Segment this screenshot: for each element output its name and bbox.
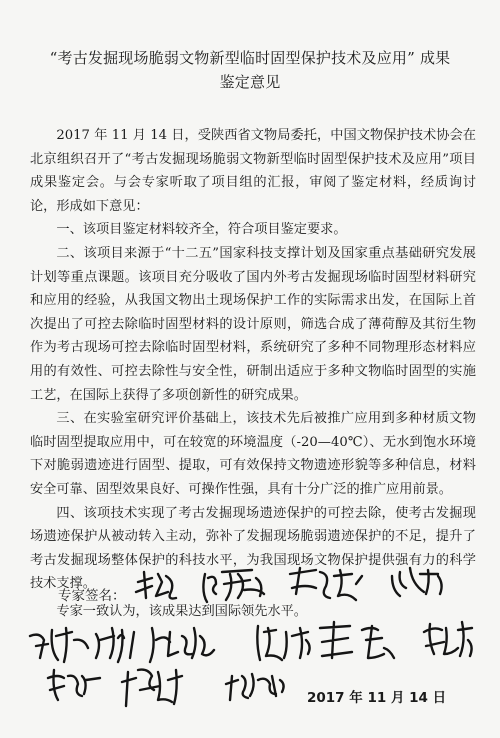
signature-1 — [136, 572, 176, 599]
title-line-2: 鉴定意见 — [219, 73, 281, 91]
signature-7 — [150, 628, 214, 662]
opinion-item-2: 二、该项目来源于“十二五”国家科技支撑计划及国家重点基础研究发展计划等重点课题。该项目充分吸收了国内外考古发掘现场临时固型材料研究和应用的经验，从我国文物出土现场保护工作的实际需求出发，在国际上首次提出了可控去除临时固型材料的设计原则，筛选合成了薄荷醇及其衍生物作为考古现场可控去除临时固型材料，系统研究了多种不同物理形态材料应用的有效性、可控去除性与安全性，研制出适应于多种文物临时固型的实施工艺，在国际上获得了多项创新性的研究成果。 — [30, 245, 476, 403]
signature-label: 专家签名： — [58, 588, 126, 604]
signature-4 — [392, 568, 442, 596]
signature-5 — [30, 628, 88, 662]
signature-10 — [424, 622, 472, 656]
conclusion-paragraph: 专家一致认为，该成果达到国际领先水平。 — [56, 603, 307, 619]
intro-paragraph: 2017 年 11 月 14 日，受陕西省文物局委托，中国文物保护技术协会在北京组织召开了“考古发掘现场脆弱文物新型临时固型保护技术及应用”项目成果鉴定会。与会专家听取了项目组的汇报，审阅了鉴定材料，经质询讨论，形成如下意见： — [30, 128, 476, 214]
signature-3 — [290, 568, 362, 600]
opinion-item-4: 四、该项技术实现了考古发掘现场遗迹保护的可控去除，使考古发掘现场遗迹保护从被动转入主动，弥补了发掘现场脆弱遗迹保护的不足，提升了考古发掘现场整体保护的科技水平，为我国现场文物保护提供强有力的科学技术支撑。 — [30, 505, 476, 592]
title-line-1: “考古发掘现场脆弱文物新型临时固型保护技术及应用” 成果 — [49, 49, 451, 67]
signature-11 — [48, 670, 100, 700]
signature-2 — [203, 570, 264, 602]
signature-6 — [96, 628, 134, 662]
signature-12 — [122, 670, 182, 706]
signature-8 — [257, 626, 309, 660]
opinion-item-3: 三、在实验室研究评价基础上，该技术先后被推广应用到多种材质文物临时固型提取应用中，可在较宽的环境温度（-20—40℃）、无水到饱水环境下对脆弱遗迹进行固型、提取，可有效保持文物遗迹形貌等多种信息，材料安全可靠、固型效果良好、可操作性强，具有十分广泛的推广应用前景。 — [30, 411, 476, 497]
signature-13 — [226, 674, 284, 700]
opinion-item-1: 一、该项目鉴定材料较齐全，符合项目鉴定要求。 — [56, 222, 347, 238]
document-date: 2017 年 11 月 14 日 — [307, 690, 447, 706]
signature-9 — [320, 622, 394, 658]
